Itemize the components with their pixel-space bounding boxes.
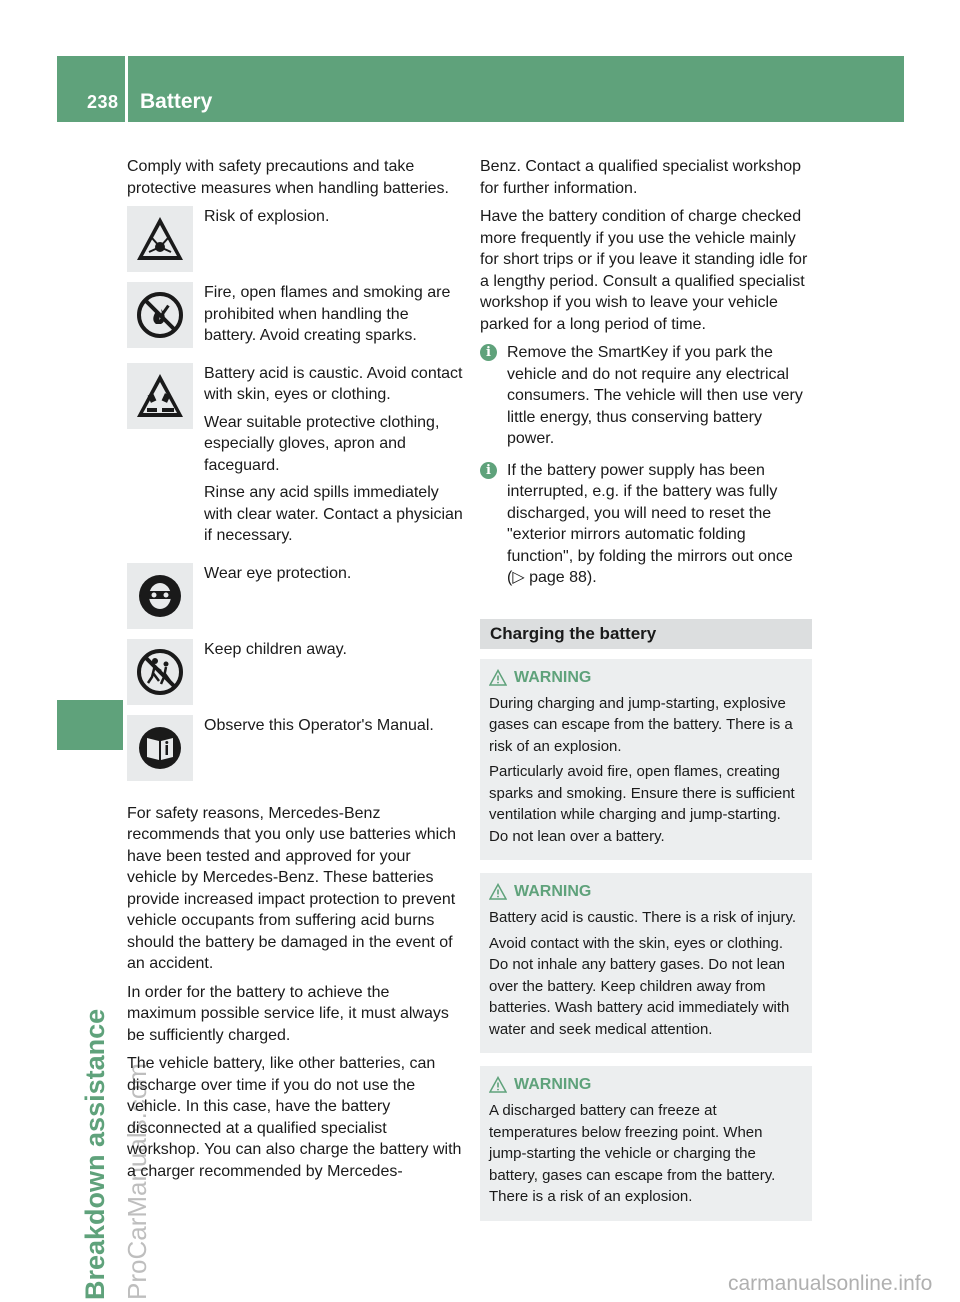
footer-watermark: carmanualsonline.info	[728, 1272, 933, 1295]
section-title: Battery	[140, 90, 213, 113]
no-fire-no-smoking-icon	[127, 282, 193, 348]
left-column	[127, 156, 463, 1189]
info-icon: i	[480, 462, 497, 479]
warning-triangle-icon	[489, 669, 507, 687]
right-column	[480, 156, 812, 1234]
warning-label: WARNING	[514, 883, 592, 900]
body-paragraph: For safety reasons, Mercedes-Benz recommends that you only use batteries which have been tested and approved for your vehicle by Mercedes-Benz. These batteries provide increased impact protection to prevent vehicle occupants from suffering acid burns should the battery be damaged in the event of an accident.	[127, 804, 457, 972]
body-paragraph: In order for the battery to achieve the maximum possible service life, it must always be sufficiently charged.	[127, 983, 449, 1044]
warning-title	[489, 669, 803, 687]
symbol-text: Wear suitable protective clothing, especially gloves, apron and faceguard.	[204, 413, 440, 474]
symbol-text: Wear eye protection.	[204, 564, 352, 582]
corrosive-warning-icon	[127, 363, 193, 429]
intro-text: Comply with safety precautions and take protective measures when handling batteries.	[127, 158, 449, 197]
symbol-row	[127, 206, 463, 272]
symbol-text: Observe this Operator's Manual.	[204, 716, 434, 734]
info-note-text: Remove the SmartKey if you park the vehicle and do not require any electrical consumers. The vehicle will then use very little energy, thus conserving battery power.	[507, 344, 803, 447]
symbol-text: Fire, open flames and smoking are prohibited when handling the battery. Avoid creating sparks.	[204, 284, 451, 344]
symbol-row	[127, 363, 463, 553]
body-paragraph: The vehicle battery, like other batteries, can discharge over time if you do not use the vehicle. In this case, have the battery disconnected at a qualified specialist workshop. You can also charge the battery with a charger recommended by Mercedes-	[127, 1055, 462, 1180]
explosion-warning-icon	[127, 206, 193, 272]
body-paragraph: Have the battery condition of charge checked more frequently if you use the vehicle mainly for short trips or if you leave it standing idle for a lengthy period. Consult a qualified specialist workshop if you wish to leave your vehicle parked for a long period of time.	[480, 208, 808, 333]
warning-text: Avoid contact with the skin, eyes or clothing. Do not inhale any battery gases. Do not lean over the battery. Keep children away from batteries. Wash battery acid immediately with water and seek medical attention.	[489, 934, 790, 1038]
operators-manual-icon	[127, 715, 193, 781]
info-note	[480, 460, 812, 589]
eye-protection-icon	[127, 563, 193, 629]
body-paragraph: Benz. Contact a qualified specialist workshop for further information.	[480, 158, 802, 197]
side-watermark: ProCarManuals.com	[122, 1063, 152, 1300]
info-note-text: If the battery power supply has been interrupted, e.g. if the battery was fully discharged, you will need to reset the "exterior mirrors automatic folding function", by folding the mirrors out once (▷ page 88).	[507, 461, 793, 586]
warning-box	[480, 1066, 812, 1221]
warning-box	[480, 873, 812, 1053]
warning-triangle-icon	[489, 1076, 507, 1094]
charging-heading: Charging the battery	[480, 619, 812, 649]
warning-label: WARNING	[514, 668, 592, 686]
symbol-row	[127, 639, 463, 705]
warning-title	[489, 883, 803, 901]
page-number: 238	[87, 92, 119, 112]
header-divider	[125, 56, 128, 122]
warning-triangle-icon	[489, 883, 507, 901]
symbol-row	[127, 563, 463, 629]
symbol-text: Battery acid is caustic. Avoid contact with skin, eyes or clothing.	[204, 364, 463, 403]
warning-text: Particularly avoid fire, open flames, creating sparks and smoking. Ensure there is sufficient ventilation while charging and jump-starting. Do not lean over a battery.	[489, 763, 795, 845]
symbol-text: Rinse any acid spills immediately with clear water. Contact a physician if necessary.	[204, 484, 463, 544]
symbol-row	[127, 715, 463, 781]
warning-text: A discharged battery can freeze at temperatures below freezing point. When jump-starting the vehicle or charging the battery, gases can escape from the battery. There is a risk of an explosion.	[489, 1102, 776, 1205]
warning-text: During charging and jump-starting, explosive gases can escape from the battery. There is a risk of an explosion.	[489, 694, 793, 755]
symbol-text: Risk of explosion.	[204, 208, 330, 225]
warning-label: WARNING	[514, 1076, 592, 1093]
symbol-row	[127, 282, 463, 353]
keep-children-away-icon	[127, 639, 193, 705]
symbol-text: Keep children away.	[204, 640, 347, 658]
side-section-label: Breakdown assistance	[80, 1008, 110, 1300]
info-icon: i	[480, 344, 497, 361]
info-note	[480, 342, 812, 450]
warning-title	[489, 1076, 803, 1094]
warning-box	[480, 659, 812, 861]
warning-text: Battery acid is caustic. There is a risk of injury.	[489, 909, 797, 926]
